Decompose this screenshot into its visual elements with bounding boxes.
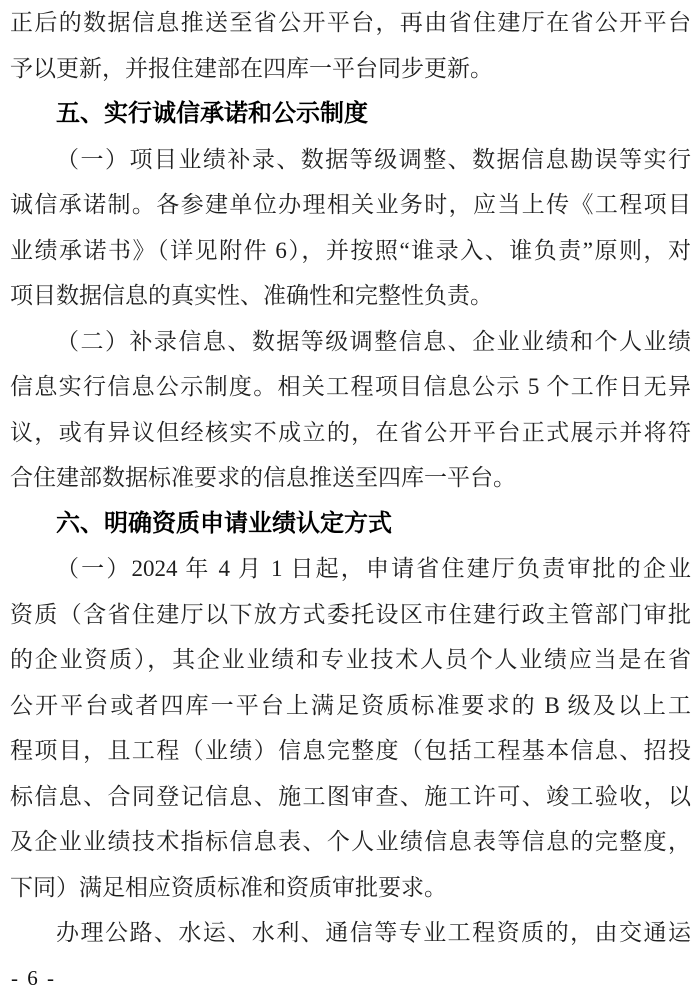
document-body [10, 0, 691, 956]
body-text-line: 议，或有异议但经核实不成立的，在省公开平台正式展示并将符 [10, 419, 691, 445]
section-heading: 五、实行诚信承诺和公示制度 [56, 100, 368, 127]
body-text-line: 项目数据信息的真实性、准确性和完整性负责。 [10, 283, 493, 308]
page-number: - 6 - [11, 966, 56, 990]
body-text-line: 及企业业绩技术指标信息表、个人业绩信息表等信息的完整度， [10, 829, 691, 854]
body-text-line: 信息实行信息公示制度。相关工程项目信息公示 5 个工作日无异 [10, 374, 691, 399]
body-text-line: 办理公路、水运、水利、通信等专业工程资质的，由交通运 [56, 920, 691, 945]
body-text-line: 正后的数据信息推送至省公开平台，再由省住建厅在省公开平台 [10, 10, 691, 35]
body-text-line: （二）补录信息、数据等级调整信息、企业业绩和个人业绩 [56, 328, 691, 354]
section-heading: 六、明确资质申请业绩认定方式 [56, 509, 392, 537]
body-text-line: 的企业资质），其企业业绩和专业技术人员个人业绩应当是在省 [10, 647, 691, 672]
body-text-line: 标信息、合同登记信息、施工图审查、施工许可、竣工验收，以 [10, 783, 691, 809]
body-text-line: 业绩承诺书》（详见附件 6），并按照“谁录入、谁负责”原则，对 [10, 237, 691, 263]
body-text-line: 公开平台或者四库一平台上满足资质标准要求的 B 级及以上工 [10, 692, 691, 718]
body-text-line: 资质（含省住建厅以下放方式委托设区市住建行政主管部门审批 [10, 601, 691, 627]
body-text-line: 程项目，且工程（业绩）信息完整度（包括工程基本信息、招投 [10, 738, 691, 763]
body-text-line: 予以更新，并报住建部在四库一平台同步更新。 [10, 55, 493, 81]
body-text-line: 下同）满足相应资质标准和资质审批要求。 [10, 874, 447, 900]
body-text-line: 合住建部数据标准要求的信息推送至四库一平台。 [10, 465, 516, 490]
body-text-line: 诚信承诺制。各参建单位办理相关业务时，应当上传《工程项目 [10, 192, 691, 217]
body-text-line: （一）项目业绩补录、数据等级调整、数据信息勘误等实行 [56, 146, 691, 172]
body-text-line: （一）2024 年 4 月 1 日起，申请省住建厅负责审批的企业 [56, 556, 691, 581]
